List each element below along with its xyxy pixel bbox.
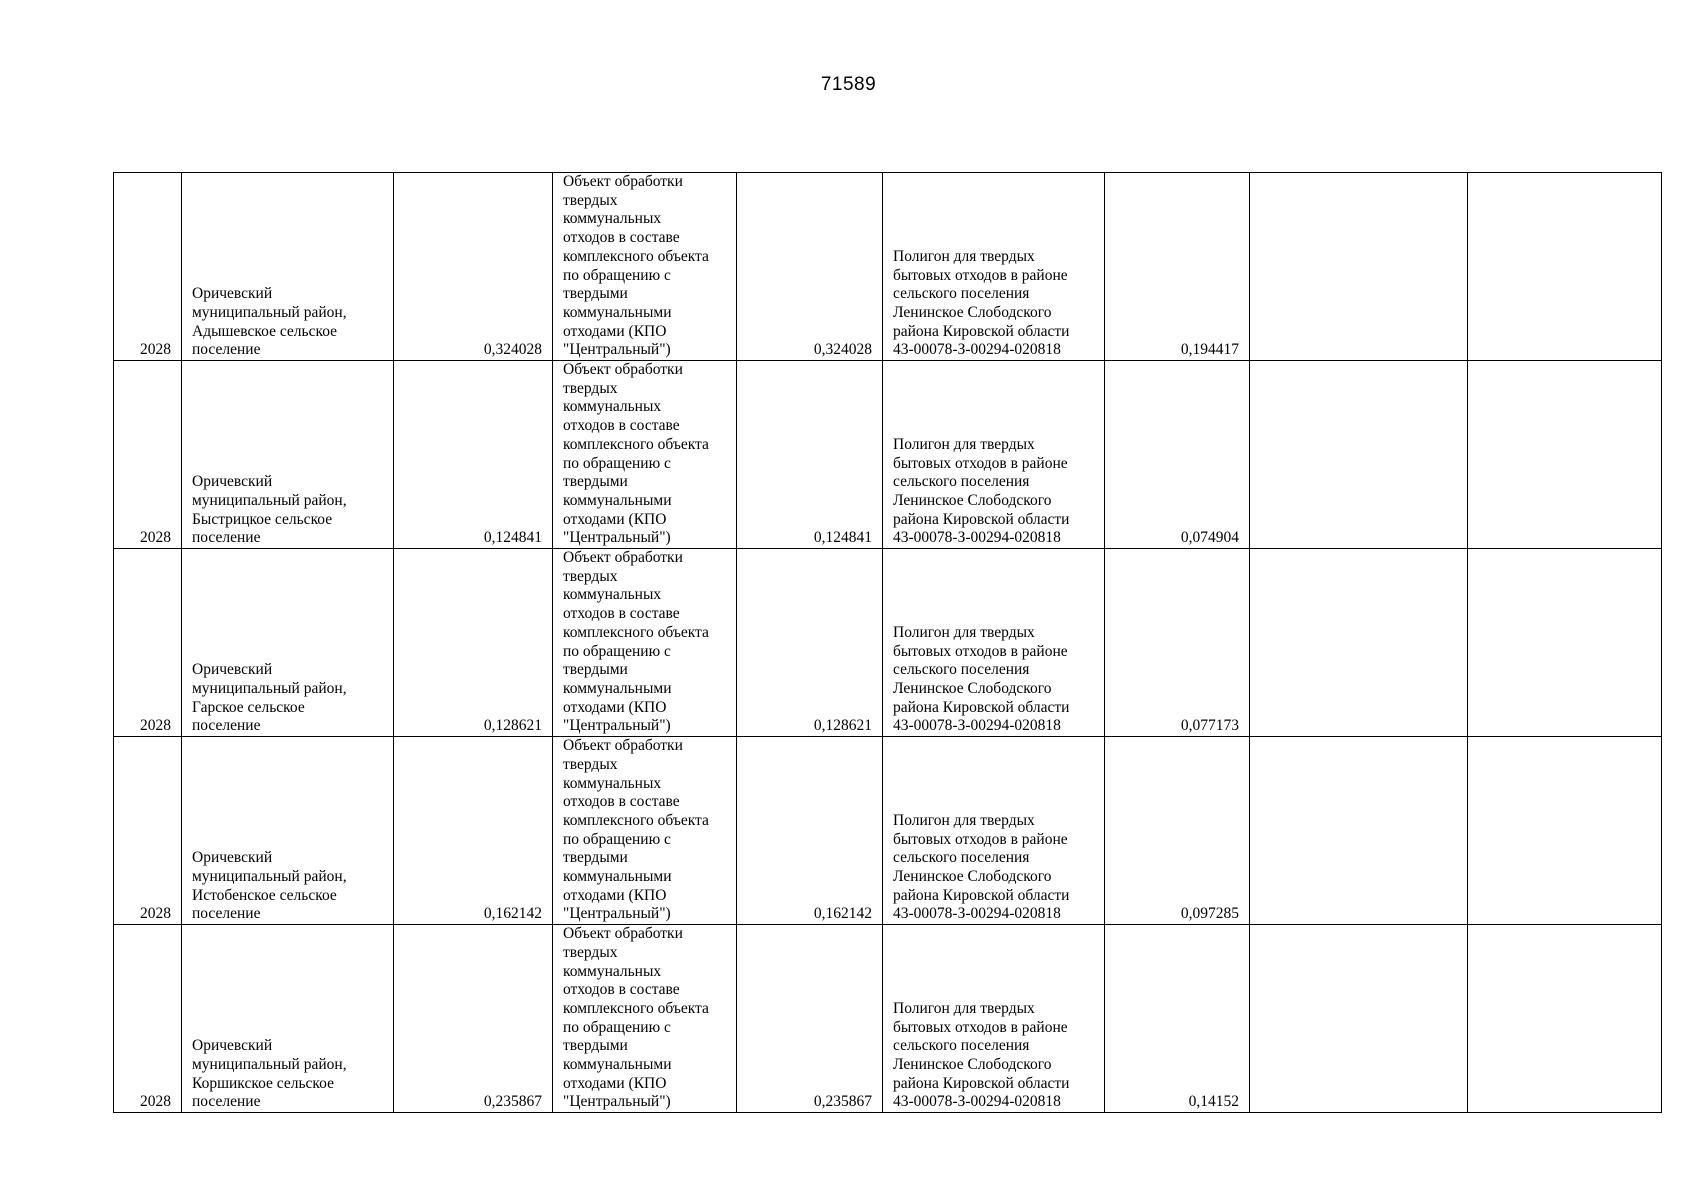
facility-amount-cell: 0,128621 [737,549,883,737]
landfill-amount-cell: 0,194417 [1105,173,1250,361]
facility-cell: Объект обработки твердых коммунальных отходов в составе комплексного объекта по обращению с твердыми коммунальными отходами (КПО "Центральный") [553,173,737,361]
empty-cell [1468,549,1662,737]
page-number: 71589 [820,74,877,95]
landfill-amount-cell: 0,14152 [1105,925,1250,1113]
landfill-amount-cell: 0,077173 [1105,549,1250,737]
table-row [114,173,1662,361]
empty-cell [1250,361,1468,549]
empty-cell [1250,173,1468,361]
facility-amount-cell: 0,235867 [737,925,883,1113]
empty-cell [1250,737,1468,925]
year-cell: 2028 [114,173,182,361]
facility-amount-cell: 0,162142 [737,737,883,925]
amount-cell: 0,324028 [394,173,553,361]
landfill-amount-cell: 0,074904 [1105,361,1250,549]
empty-cell [1468,737,1662,925]
amount-cell: 0,128621 [394,549,553,737]
settlement-cell: Оричевский муниципальный район, Коршикское сельское поселение [182,925,394,1113]
amount-cell: 0,124841 [394,361,553,549]
table-row [114,737,1662,925]
table-row [114,925,1662,1113]
waste-flow-table [113,172,1662,1113]
landfill-cell: Полигон для твердых бытовых отходов в районе сельского поселения Ленинское Слободского района Кировской области 43-00078-З-00294-020818 [883,925,1105,1113]
landfill-cell: Полигон для твердых бытовых отходов в районе сельского поселения Ленинское Слободского района Кировской области 43-00078-З-00294-020818 [883,549,1105,737]
empty-cell [1468,925,1662,1113]
year-cell: 2028 [114,737,182,925]
year-cell: 2028 [114,549,182,737]
facility-amount-cell: 0,124841 [737,361,883,549]
empty-cell [1250,549,1468,737]
landfill-amount-cell: 0,097285 [1105,737,1250,925]
amount-cell: 0,235867 [394,925,553,1113]
facility-cell: Объект обработки твердых коммунальных отходов в составе комплексного объекта по обращению с твердыми коммунальными отходами (КПО "Центральный") [553,925,737,1113]
landfill-cell: Полигон для твердых бытовых отходов в районе сельского поселения Ленинское Слободского района Кировской области 43-00078-З-00294-020818 [883,361,1105,549]
settlement-cell: Оричевский муниципальный район, Гарское сельское поселение [182,549,394,737]
landfill-cell: Полигон для твердых бытовых отходов в районе сельского поселения Ленинское Слободского района Кировской области 43-00078-З-00294-020818 [883,737,1105,925]
settlement-cell: Оричевский муниципальный район, Истобенское сельское поселение [182,737,394,925]
year-cell: 2028 [114,361,182,549]
empty-cell [1468,173,1662,361]
year-cell: 2028 [114,925,182,1113]
facility-cell: Объект обработки твердых коммунальных отходов в составе комплексного объекта по обращению с твердыми коммунальными отходами (КПО "Центральный") [553,549,737,737]
amount-cell: 0,162142 [394,737,553,925]
facility-amount-cell: 0,324028 [737,173,883,361]
facility-cell: Объект обработки твердых коммунальных отходов в составе комплексного объекта по обращению с твердыми коммунальными отходами (КПО "Центральный") [553,361,737,549]
empty-cell [1468,361,1662,549]
landfill-cell: Полигон для твердых бытовых отходов в районе сельского поселения Ленинское Слободского района Кировской области 43-00078-З-00294-020818 [883,173,1105,361]
table-row [114,549,1662,737]
settlement-cell: Оричевский муниципальный район, Быстрицкое сельское поселение [182,361,394,549]
empty-cell [1250,925,1468,1113]
table-row [114,361,1662,549]
facility-cell: Объект обработки твердых коммунальных отходов в составе комплексного объекта по обращению с твердыми коммунальными отходами (КПО "Центральный") [553,737,737,925]
settlement-cell: Оричевский муниципальный район, Адышевское сельское поселение [182,173,394,361]
